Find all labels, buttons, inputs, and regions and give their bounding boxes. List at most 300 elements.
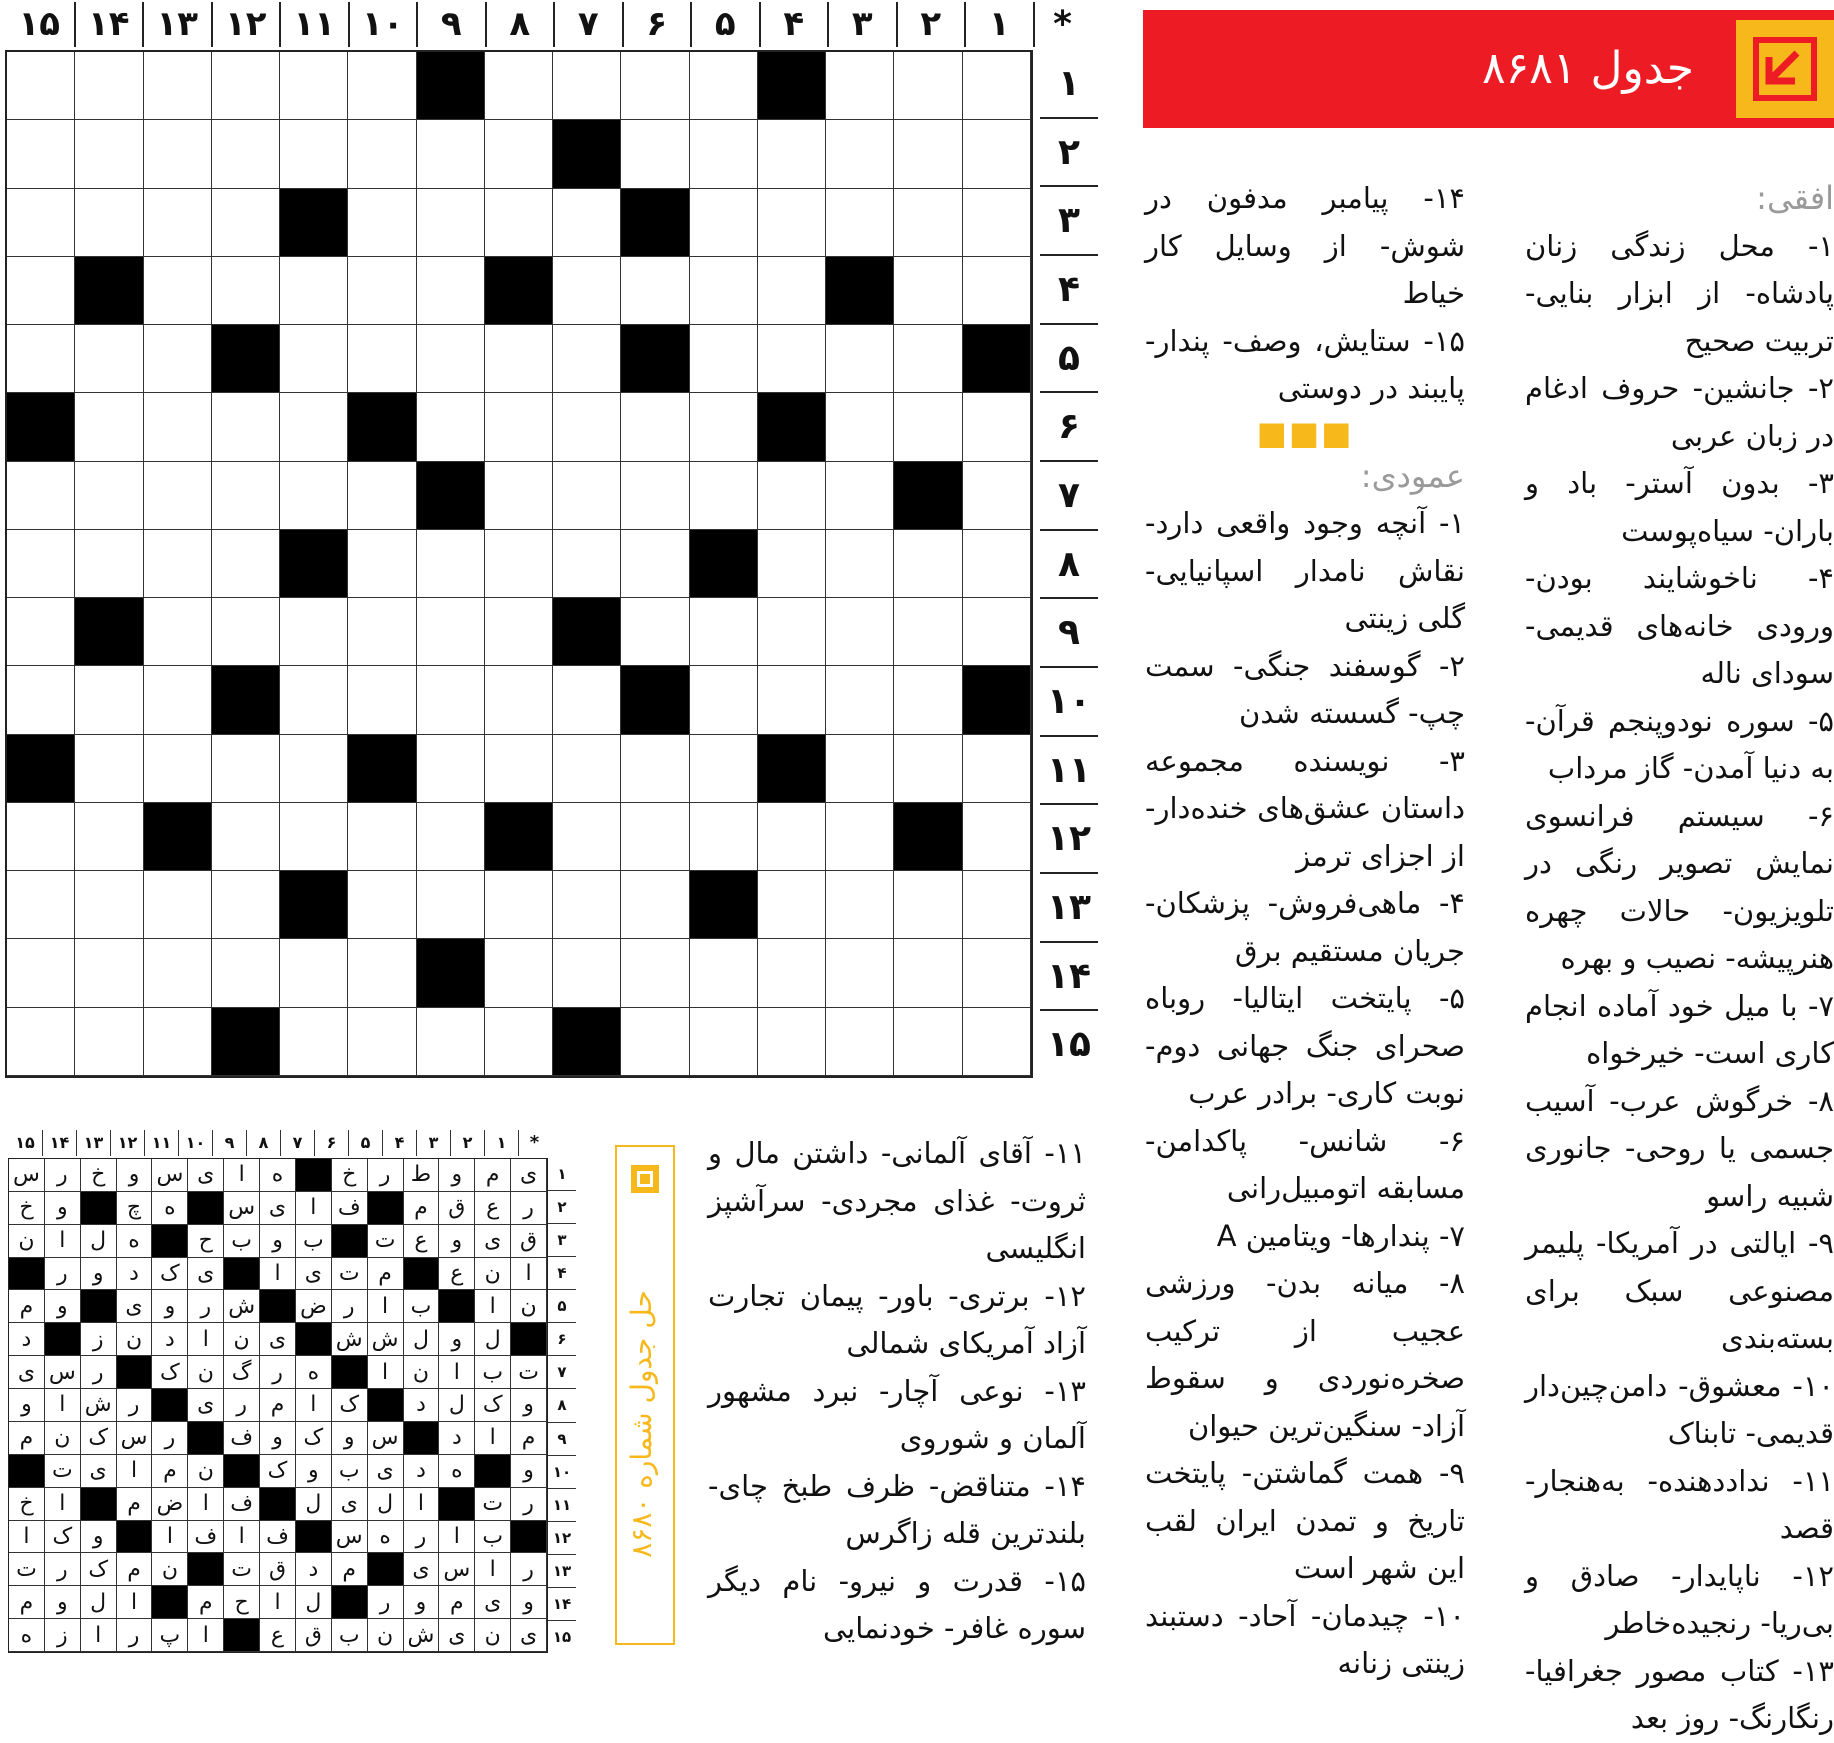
grid-cell[interactable] [75, 325, 143, 393]
solution-grid [8, 1158, 548, 1653]
solution-black-cell [81, 1488, 117, 1521]
column-number: ۱۱ [279, 2, 348, 47]
grid-cell[interactable] [963, 598, 1031, 666]
column-number: ۱ [964, 2, 1033, 47]
solution-black-cell [296, 1323, 332, 1356]
grid-cell[interactable] [963, 1008, 1031, 1076]
grid-cell[interactable] [485, 1008, 553, 1076]
solution-cell: م [152, 1455, 188, 1488]
solution-cell: ر [224, 1389, 260, 1422]
solution-cell: س [117, 1422, 153, 1455]
grid-cell[interactable] [348, 1008, 416, 1076]
grid-cell[interactable] [144, 189, 212, 257]
grid-cell[interactable] [75, 871, 143, 939]
grid-cell[interactable] [417, 666, 485, 734]
grid-cell[interactable] [690, 257, 758, 325]
grid-cell[interactable] [963, 530, 1031, 598]
grid-cell[interactable] [417, 803, 485, 871]
solution-cell: ت [45, 1455, 81, 1488]
solution-cell: ر [404, 1521, 440, 1554]
grid-cell[interactable] [7, 52, 75, 120]
grid-cell[interactable] [212, 939, 280, 1007]
grid-cell[interactable] [212, 530, 280, 598]
grid-cell[interactable] [758, 120, 826, 188]
grid-cell[interactable] [348, 257, 416, 325]
grid-cell[interactable] [348, 598, 416, 666]
grid-cell[interactable] [894, 189, 962, 257]
solution-cell: ا [9, 1521, 45, 1554]
grid-cell[interactable] [826, 1008, 894, 1076]
column-number: ۱۲ [110, 1130, 144, 1156]
solution-black-cell [332, 1225, 368, 1258]
grid-cell[interactable] [348, 462, 416, 530]
grid-cell[interactable] [7, 803, 75, 871]
grid-cell[interactable] [417, 393, 485, 461]
grid-cell[interactable] [417, 257, 485, 325]
grid-cell[interactable] [826, 871, 894, 939]
column-number: ۱۰ [348, 2, 417, 47]
grid-cell[interactable] [417, 189, 485, 257]
grid-cell[interactable] [690, 598, 758, 666]
grid-cell[interactable] [758, 598, 826, 666]
grid-cell[interactable] [690, 52, 758, 120]
grid-cell[interactable] [894, 393, 962, 461]
grid-cell[interactable] [348, 803, 416, 871]
grid-cell[interactable] [144, 1008, 212, 1076]
solution-cell: ا [188, 1323, 224, 1356]
grid-cell[interactable] [826, 52, 894, 120]
grid-cell[interactable] [280, 120, 348, 188]
grid-cell[interactable] [826, 598, 894, 666]
grid-cell[interactable] [963, 803, 1031, 871]
grid-cell[interactable] [485, 393, 553, 461]
clue-h-3: ۳- بدون آستر- باد و باران- سیاه‌پوست [1525, 466, 1834, 548]
grid-cell[interactable] [280, 939, 348, 1007]
grid-cell[interactable] [7, 939, 75, 1007]
grid-cell[interactable] [621, 598, 689, 666]
grid-cell[interactable] [621, 530, 689, 598]
grid-cell[interactable] [417, 871, 485, 939]
grid-cell[interactable] [553, 393, 621, 461]
grid-cell[interactable] [144, 871, 212, 939]
grid-cell[interactable] [690, 666, 758, 734]
solution-cell: ک [296, 1422, 332, 1455]
grid-cell[interactable] [417, 325, 485, 393]
grid-cell[interactable] [417, 735, 485, 803]
grid-cell[interactable] [144, 530, 212, 598]
grid-cell[interactable] [758, 939, 826, 1007]
grid-cell[interactable] [212, 52, 280, 120]
grid-cell[interactable] [212, 598, 280, 666]
solution-cell: س [45, 1356, 81, 1389]
black-cell [894, 803, 962, 871]
grid-cell[interactable] [758, 530, 826, 598]
solution-cell: ه [439, 1455, 475, 1488]
solution-cell: ی [188, 1159, 224, 1192]
grid-cell[interactable] [144, 462, 212, 530]
black-cell [212, 1008, 280, 1076]
grid-cell[interactable] [485, 871, 553, 939]
solution-cell: ه [9, 1619, 45, 1652]
grid-cell[interactable] [144, 325, 212, 393]
grid-cell[interactable] [212, 462, 280, 530]
grid-cell[interactable] [280, 393, 348, 461]
grid-cell[interactable] [7, 189, 75, 257]
grid-cell[interactable] [485, 939, 553, 1007]
grid-cell[interactable] [485, 735, 553, 803]
grid-cell[interactable] [144, 735, 212, 803]
grid-cell[interactable] [894, 1008, 962, 1076]
solution-cell: م [368, 1258, 404, 1291]
grid-cell[interactable] [963, 939, 1031, 1007]
grid-cell[interactable] [144, 598, 212, 666]
grid-cell[interactable] [280, 462, 348, 530]
grid-cell[interactable] [75, 666, 143, 734]
grid-cell[interactable] [826, 735, 894, 803]
grid-cell[interactable] [75, 462, 143, 530]
grid-cell[interactable] [963, 257, 1031, 325]
grid-cell[interactable] [212, 189, 280, 257]
grid-cell[interactable] [553, 939, 621, 1007]
grid-cell[interactable] [553, 803, 621, 871]
grid-cell[interactable] [280, 666, 348, 734]
grid-cell[interactable] [417, 598, 485, 666]
solution-black-cell [296, 1159, 332, 1192]
grid-cell[interactable] [485, 666, 553, 734]
grid-cell[interactable] [826, 325, 894, 393]
solution-cell: ه [117, 1225, 153, 1258]
row-number: ۱ [1058, 62, 1080, 104]
grid-cell[interactable] [826, 530, 894, 598]
solution-cell: م [117, 1488, 153, 1521]
solution-cell: گ [224, 1356, 260, 1389]
solution-cell: د [439, 1422, 475, 1455]
solution-cell: ت [332, 1258, 368, 1291]
grid-cell[interactable] [963, 871, 1031, 939]
solution-cell: ز [81, 1323, 117, 1356]
grid-cell[interactable] [348, 325, 416, 393]
solution-cell: ی [188, 1389, 224, 1422]
clue-h-2: ۲- جانشین- حروف ادغام در زبان عربی [1525, 371, 1834, 453]
solution-cell: ل [81, 1586, 117, 1619]
grid-cell[interactable] [485, 598, 553, 666]
solution-cell: ل [368, 1488, 404, 1521]
grid-cell[interactable] [280, 735, 348, 803]
grid-cell[interactable] [280, 803, 348, 871]
grid-cell[interactable] [758, 666, 826, 734]
solution-cell: ا [224, 1521, 260, 1554]
solution-cell: ا [260, 1258, 296, 1291]
grid-cell[interactable] [758, 462, 826, 530]
grid-cell[interactable] [485, 462, 553, 530]
grid-cell[interactable] [348, 939, 416, 1007]
grid-cell[interactable] [894, 52, 962, 120]
grid-cell[interactable] [75, 803, 143, 871]
solution-cell: ا [117, 1586, 153, 1619]
grid-cell[interactable] [7, 530, 75, 598]
solution-cell: ک [152, 1258, 188, 1291]
grid-cell[interactable] [690, 120, 758, 188]
grid-cell[interactable] [758, 803, 826, 871]
black-cell [621, 189, 689, 257]
grid-cell[interactable] [894, 939, 962, 1007]
grid-cell[interactable] [690, 393, 758, 461]
grid-cell[interactable] [348, 189, 416, 257]
grid-cell[interactable] [690, 189, 758, 257]
grid-cell[interactable] [485, 530, 553, 598]
grid-cell[interactable] [963, 189, 1031, 257]
solution-cell: ه [260, 1159, 296, 1192]
grid-cell[interactable] [963, 393, 1031, 461]
grid-cell[interactable] [826, 120, 894, 188]
grid-cell[interactable] [758, 871, 826, 939]
grid-cell[interactable] [212, 871, 280, 939]
solution-cell: ن [224, 1323, 260, 1356]
black-cell [280, 530, 348, 598]
grid-cell[interactable] [553, 257, 621, 325]
grid-cell[interactable] [690, 735, 758, 803]
column-number: ۴ [382, 1130, 416, 1156]
solution-black-cell [224, 1258, 260, 1291]
column-number: ۱ [484, 1130, 518, 1156]
grid-cell[interactable] [621, 120, 689, 188]
grid-cell[interactable] [894, 871, 962, 939]
grid-cell[interactable] [212, 393, 280, 461]
solution-row-header [548, 1158, 576, 1653]
grid-cell[interactable] [280, 325, 348, 393]
solution-cell: خ [332, 1159, 368, 1192]
row-number: ۱۰ [1040, 666, 1098, 735]
clue-v-5: ۵- پایتخت ایتالیا- روباه صحرای جنگ جهانی دوم- نوبت کاری- برادر عرب [1145, 981, 1465, 1110]
grid-cell[interactable] [75, 120, 143, 188]
grid-cell[interactable] [758, 1008, 826, 1076]
solution-cell: ر [117, 1389, 153, 1422]
solution-cell: ت [475, 1488, 511, 1521]
grid-cell[interactable] [348, 871, 416, 939]
grid-cell[interactable] [826, 666, 894, 734]
black-cell [212, 325, 280, 393]
grid-cell[interactable] [690, 1008, 758, 1076]
column-number: ۸ [246, 1130, 280, 1156]
grid-cell[interactable] [144, 257, 212, 325]
grid-cell[interactable] [894, 257, 962, 325]
section-separator: ■■■ [1256, 413, 1354, 452]
grid-cell[interactable] [417, 530, 485, 598]
grid-cell[interactable] [144, 666, 212, 734]
grid-cell[interactable] [553, 666, 621, 734]
solution-cell: ف [332, 1192, 368, 1225]
solution-cell: خ [81, 1159, 117, 1192]
grid-cell[interactable] [348, 666, 416, 734]
grid-cell[interactable] [348, 530, 416, 598]
grid-cell[interactable] [417, 1008, 485, 1076]
grid-cell[interactable] [894, 120, 962, 188]
grid-cell[interactable] [690, 939, 758, 1007]
solution-cell: و [439, 1159, 475, 1192]
grid-cell[interactable] [7, 462, 75, 530]
grid-cell[interactable] [621, 871, 689, 939]
solution-cell: ب [332, 1619, 368, 1652]
grid-cell[interactable] [7, 666, 75, 734]
column-number: ۱۳ [142, 2, 211, 47]
crossword-grid[interactable] [5, 50, 1033, 1078]
grid-cell[interactable] [485, 189, 553, 257]
solution-cell: س [9, 1159, 45, 1192]
grid-cell[interactable] [7, 325, 75, 393]
clue-v-8: ۸- میانه بدن- ورزشی عجیب از ترکیب صخره‌نوردی و سقوط آزاد- سنگین‌ترین حیوان [1145, 1266, 1465, 1443]
grid-cell[interactable] [963, 120, 1031, 188]
grid-cell[interactable] [417, 120, 485, 188]
grid-cell[interactable] [75, 52, 143, 120]
header-banner [1143, 10, 1834, 128]
grid-cell[interactable] [553, 735, 621, 803]
grid-cell[interactable] [553, 325, 621, 393]
solution-cell: ا [45, 1225, 81, 1258]
solution-cell: ه [152, 1192, 188, 1225]
grid-cell[interactable] [553, 462, 621, 530]
grid-cell[interactable] [826, 189, 894, 257]
grid-cell[interactable] [212, 257, 280, 325]
grid-cell[interactable] [144, 393, 212, 461]
grid-cell[interactable] [485, 325, 553, 393]
grid-cell[interactable] [621, 803, 689, 871]
solution-cell: ح [224, 1586, 260, 1619]
clue-v-1: ۱- آنچه وجود واقعی دارد- نقاش نامدار اسپانیایی- گلی زینتی [1145, 506, 1465, 635]
solution-cell: ع [404, 1225, 440, 1258]
black-cell [690, 871, 758, 939]
grid-cell[interactable] [75, 393, 143, 461]
grid-cell[interactable] [553, 530, 621, 598]
grid-cell[interactable] [75, 939, 143, 1007]
solution-cell: ا [368, 1290, 404, 1323]
grid-cell[interactable] [758, 189, 826, 257]
solution-cell: ی [368, 1455, 404, 1488]
grid-cell[interactable] [75, 735, 143, 803]
solution-cell: و [152, 1290, 188, 1323]
grid-cell[interactable] [75, 1008, 143, 1076]
grid-cell[interactable] [144, 120, 212, 188]
solution-cell: و [296, 1455, 332, 1488]
grid-cell[interactable] [690, 462, 758, 530]
grid-cell[interactable] [690, 803, 758, 871]
solution-black-cell [404, 1422, 440, 1455]
grid-cell[interactable] [826, 939, 894, 1007]
grid-cell[interactable] [621, 1008, 689, 1076]
solution-cell: ت [368, 1225, 404, 1258]
grid-cell[interactable] [963, 462, 1031, 530]
column-number: ۶ [622, 2, 691, 47]
grid-cell[interactable] [963, 52, 1031, 120]
grid-cell[interactable] [894, 598, 962, 666]
row-number: ۱ [557, 1165, 567, 1184]
grid-cell[interactable] [826, 462, 894, 530]
grid-cell[interactable] [7, 257, 75, 325]
grid-cell[interactable] [485, 120, 553, 188]
grid-cell[interactable] [621, 257, 689, 325]
clue-h-5: ۵- سوره نودوپنجم قرآن- به دنیا آمدن- گاز مرداب [1525, 703, 1834, 785]
grid-cell[interactable] [758, 325, 826, 393]
solution-black-cell [332, 1586, 368, 1619]
black-cell [280, 189, 348, 257]
grid-cell[interactable] [621, 52, 689, 120]
grid-cell[interactable] [75, 189, 143, 257]
grid-cell[interactable] [894, 325, 962, 393]
grid-cell[interactable] [553, 52, 621, 120]
column-number: ۱۵ [15, 1133, 35, 1152]
solution-cell: ی [332, 1488, 368, 1521]
solution-cell: د [404, 1455, 440, 1488]
grid-cell[interactable] [7, 120, 75, 188]
grid-cell[interactable] [348, 52, 416, 120]
solution-black-cell [81, 1192, 117, 1225]
grid-cell[interactable] [553, 189, 621, 257]
solution-cell: ن [45, 1422, 81, 1455]
row-number: ۶ [1040, 391, 1098, 460]
grid-cell[interactable] [963, 735, 1031, 803]
grid-cell[interactable] [212, 120, 280, 188]
grid-cell[interactable] [212, 803, 280, 871]
grid-cell[interactable] [144, 939, 212, 1007]
grid-cell[interactable] [553, 871, 621, 939]
grid-cell[interactable] [7, 598, 75, 666]
grid-cell[interactable] [280, 1008, 348, 1076]
grid-cell[interactable] [826, 803, 894, 871]
black-cell [7, 735, 75, 803]
grid-cell[interactable] [894, 530, 962, 598]
row-number: ۷ [548, 1355, 576, 1388]
grid-cell[interactable] [212, 735, 280, 803]
grid-cell[interactable] [894, 735, 962, 803]
corner-star: * [518, 1130, 550, 1156]
solution-black-cell [152, 1225, 188, 1258]
grid-cell[interactable] [280, 52, 348, 120]
solution-cell: ر [511, 1192, 547, 1225]
solution-cell: س [152, 1159, 188, 1192]
solution-cell: ر [368, 1159, 404, 1192]
grid-cell[interactable] [7, 1008, 75, 1076]
solution-cell: ر [45, 1553, 81, 1586]
grid-cell[interactable] [621, 735, 689, 803]
black-cell [621, 666, 689, 734]
grid-cell[interactable] [144, 52, 212, 120]
column-number: ۶ [314, 1130, 348, 1156]
grid-cell[interactable] [280, 598, 348, 666]
grid-cell[interactable] [485, 52, 553, 120]
grid-cell[interactable] [7, 871, 75, 939]
grid-cell[interactable] [621, 939, 689, 1007]
grid-cell[interactable] [621, 393, 689, 461]
solution-black-cell [9, 1455, 45, 1488]
solution-cell: ش [332, 1323, 368, 1356]
solution-cell: ن [511, 1290, 547, 1323]
grid-cell[interactable] [621, 462, 689, 530]
solution-label-box [615, 1145, 675, 1645]
solution-cell: و [81, 1521, 117, 1554]
row-number: ۱۱ [548, 1488, 576, 1521]
solution-black-cell [404, 1258, 440, 1291]
grid-cell[interactable] [758, 257, 826, 325]
solution-cell: ن [117, 1323, 153, 1356]
clue-h-13: ۱۳- کتاب مصور جغرافیا- رنگارنگ- روز بعد [1525, 1653, 1834, 1735]
grid-cell[interactable] [348, 120, 416, 188]
grid-cell[interactable] [894, 666, 962, 734]
grid-cell[interactable] [75, 530, 143, 598]
solution-cell: ک [81, 1422, 117, 1455]
solution-cell: ا [511, 1258, 547, 1291]
grid-cell[interactable] [826, 393, 894, 461]
grid-cell[interactable] [280, 257, 348, 325]
grid-cell[interactable] [690, 325, 758, 393]
